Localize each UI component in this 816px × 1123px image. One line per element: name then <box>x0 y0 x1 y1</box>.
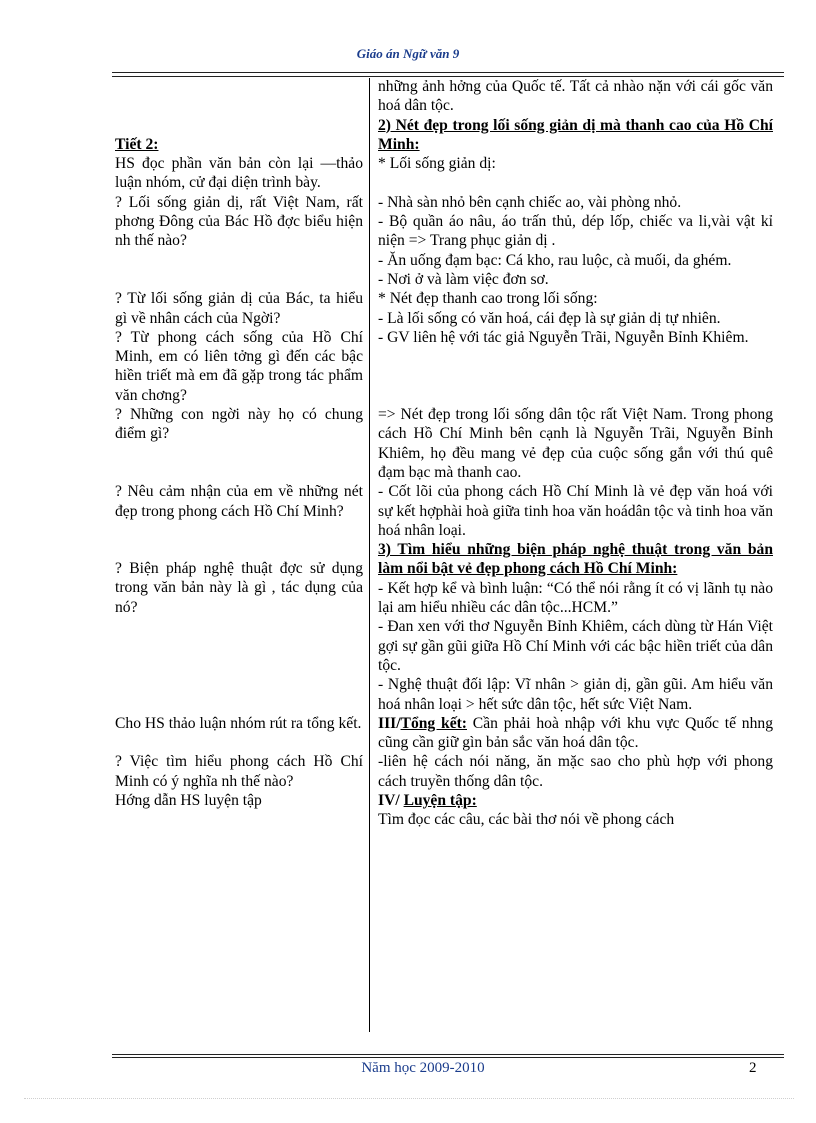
right-cell: -liên hệ cách nói năng, ăn mặc sao cho phù hợp với phong cách truyền thống dân tộc. <box>378 753 773 790</box>
section-heading: 2) Nét đẹp trong lối sống giản dị mà thanh cao của Hồ Chí Minh: <box>378 116 773 153</box>
left-cell: ? Những con ngời này họ có chung điểm gì? <box>115 406 363 443</box>
right-cell: * Lối sống giản dị: <box>378 155 496 173</box>
section-number: IV/ <box>378 791 404 809</box>
lesson-table <box>115 77 773 830</box>
right-cell: - GV liên hệ với tác giả Nguyễn Trãi, Nguyễn Bỉnh Khiêm. <box>378 328 749 346</box>
right-line: - Bộ quần áo nâu, áo trấn thủ, dép lốp, chiếc va li,vài vật kỉ niện => Trang phục giản dị . <box>378 213 773 250</box>
right-line: * Nét đẹp thanh cao trong lối sống: <box>378 290 598 308</box>
right-cell <box>369 116 773 155</box>
table-row <box>115 289 773 328</box>
left-cell: ? Từ lối sống giản dị của Bác, ta hiểu gì về nhân cách của Ngời? <box>115 290 363 327</box>
table-row <box>115 482 773 540</box>
table-row <box>115 77 773 116</box>
table-row <box>115 116 773 155</box>
table-row <box>115 714 773 753</box>
table-row <box>115 752 773 791</box>
page-number: 2 <box>749 1060 757 1076</box>
right-cell: => Nét đẹp trong lối sống dân tộc rất Việt Nam. Trong phong cách Hồ Chí Minh bên cạnh là Nguyễn Trãi, Nguyễn Bỉnh Khiêm, họ đều mang vẻ đẹp của cuộc sống gắn với thú quê đạm bạc mà thanh cao. <box>378 406 773 481</box>
left-cell: HS đọc phần văn bản còn lại —thảo luận nhóm, cử đại diện trình bày. <box>115 155 363 192</box>
left-cell <box>115 77 369 116</box>
section-heading: Tổng kết: <box>400 714 467 732</box>
table-row <box>115 154 773 193</box>
left-cell <box>115 116 369 155</box>
right-cell <box>369 540 773 714</box>
right-cell <box>369 714 773 753</box>
right-line: - Nghệ thuật đối lập: Vĩ nhân > giản dị, gần gũi. Am hiểu văn hoá nhân loại > hết sức dân tộc, hết sức Việt Nam. <box>378 676 773 713</box>
right-cell <box>369 289 773 328</box>
left-cell: ? Lối sống giản dị, rất Việt Nam, rất phơng Đông của Bác Hồ đợc biểu hiện nh thế nào? <box>115 193 363 250</box>
left-cell: Cho HS thảo luận nhóm rút ra tổng kết. <box>115 714 362 732</box>
section-heading: 3) Tìm hiểu những biện pháp nghệ thuật trong văn bản làm nổi bật vẻ đẹp phong cách Hồ Chí Minh: <box>378 541 773 578</box>
left-cell <box>115 540 369 714</box>
table-row <box>115 791 773 830</box>
right-cell: - Cốt lõi của phong cách Hồ Chí Minh là vẻ đẹp văn hoá với sự kết hợphài hoà giữa tinh hoa văn hoádân tộc và tinh hoa văn hoá nhân loại. <box>378 483 773 539</box>
table-row <box>115 405 773 482</box>
lesson-number: Tiết 2: <box>115 135 159 153</box>
page-header: Giáo án Ngữ văn 9 <box>356 46 460 61</box>
left-cell: ? Nêu cảm nhận của em về những nét đẹp trong phong cách Hồ Chí Minh? <box>115 483 363 520</box>
right-line: - Là lối sống có văn hoá, cái đẹp là sự giản dị tự nhiên. <box>378 309 721 327</box>
left-text: ? Biện pháp nghệ thuật đợc sử dụng trong văn bản này là gì , tác dụng của nó? <box>115 560 363 616</box>
section-heading: Luyện tập: <box>403 791 477 809</box>
table-row <box>115 193 773 289</box>
right-cell: những ảnh hởng của Quốc tế. Tất cả nhào nặn với cái gốc văn hoá dân tộc. <box>378 78 773 115</box>
left-cell: Hớng dẫn HS luyện tập <box>115 791 262 809</box>
right-line: - Nơi ở và làm việc đơn sơ. <box>378 270 549 288</box>
right-text: Cần phải hoà nhập với khu vực Quốc tế nhng cũng cần giữ gìn bản sắc văn hoá dân tộc. <box>378 714 773 752</box>
right-line: - Đan xen với thơ Nguyễn Bỉnh Khiêm, cách dùng từ Hán Việt gợi sự gần gũi giữa Hồ Chí Minh với các bậc hiền triết của dân tộc. <box>378 618 773 674</box>
right-line: - Kết hợp kể và bình luận: “Có thể nói rằng ít có vị lãnh tụ nào lại am hiểu nhiều các dân tộc...HCM.” <box>378 579 773 617</box>
footer-rule-top <box>112 1054 784 1055</box>
table-row <box>115 328 773 405</box>
section-number: III/ <box>378 714 401 732</box>
header-rule-top <box>112 72 784 73</box>
right-cell <box>369 193 773 289</box>
right-text: Tìm đọc các câu, các bài thơ nói về phong cách <box>378 811 675 829</box>
right-cell <box>369 791 773 830</box>
footer-rule-bottom <box>112 1057 784 1058</box>
lesson-content <box>115 77 773 830</box>
right-line: - Ăn uống đạm bạc: Cá kho, rau luộc, cà muối, da ghém. <box>378 251 732 269</box>
table-row <box>115 540 773 714</box>
right-line: - Nhà sàn nhỏ bên cạnh chiếc ao, vài phòng nhỏ. <box>378 193 682 211</box>
page-edge-dotted <box>24 1098 794 1099</box>
left-cell: ? Việc tìm hiểu phong cách Hồ Chí Minh có ý nghĩa nh thế nào? <box>115 753 363 790</box>
footer-school-year: Năm học 2009-2010 <box>361 1060 485 1076</box>
left-cell: ? Từ phong cách sống của Hồ Chí Minh, em có liên tởng gì đến các bậc hiền triết mà em đã gặp trong tác phẩm văn chơng? <box>115 328 363 404</box>
